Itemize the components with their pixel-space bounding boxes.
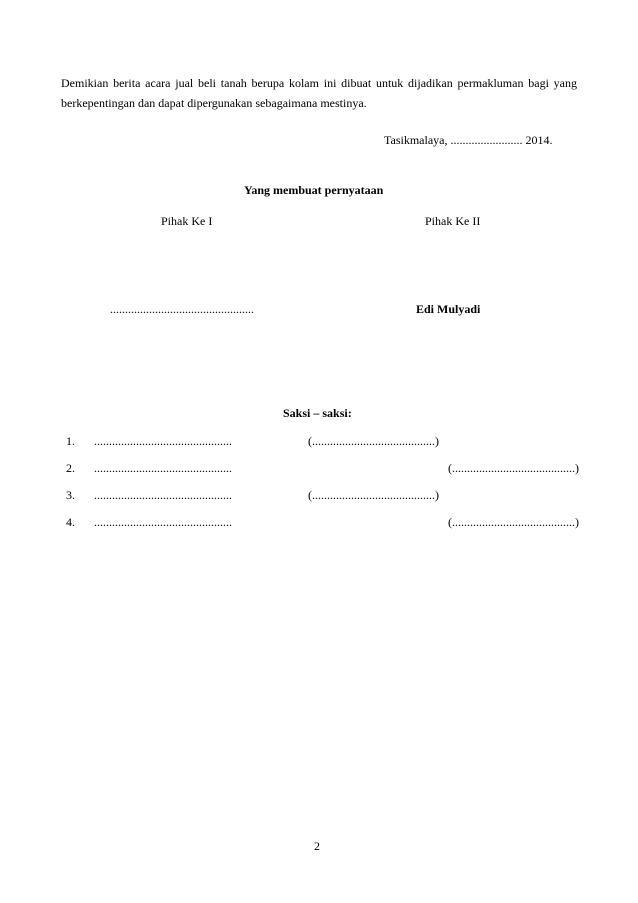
witness-signature-line: (.........................................)	[448, 461, 579, 475]
party-2-label: Pihak Ke II	[425, 214, 481, 228]
place-date: Tasikmalaya, ........................ 2014.	[384, 133, 553, 147]
party-1-signature-line: ................................................	[110, 302, 254, 316]
witness-signature-line: (.........................................)	[308, 488, 439, 502]
signature-heading: Yang membuat pernyataan	[244, 183, 384, 197]
witness-number: 3.	[66, 488, 75, 502]
witness-name-line: ..............................................	[94, 515, 232, 529]
witness-name-line: ..............................................	[94, 488, 232, 502]
witness-number: 4.	[66, 515, 75, 529]
witness-signature-line: (.........................................)	[308, 434, 439, 448]
witness-name-line: ..............................................	[94, 461, 232, 475]
page-number: 2	[314, 839, 320, 853]
witnesses-heading: Saksi – saksi:	[283, 406, 352, 420]
witness-number: 2.	[66, 461, 75, 475]
closing-paragraph: Demikian berita acara jual beli tanah berupa kolam ini dibuat untuk dijadikan permakluman bagi yang berkepentingan dan dapat dipergunakan sebagaimana mestinya.	[61, 76, 577, 110]
witness-signature-line: (.........................................)	[448, 515, 579, 529]
party-1-label: Pihak Ke I	[161, 214, 213, 228]
party-2-name: Edi Mulyadi	[416, 302, 481, 316]
witness-number: 1.	[66, 434, 75, 448]
witness-name-line: ..............................................	[94, 434, 232, 448]
